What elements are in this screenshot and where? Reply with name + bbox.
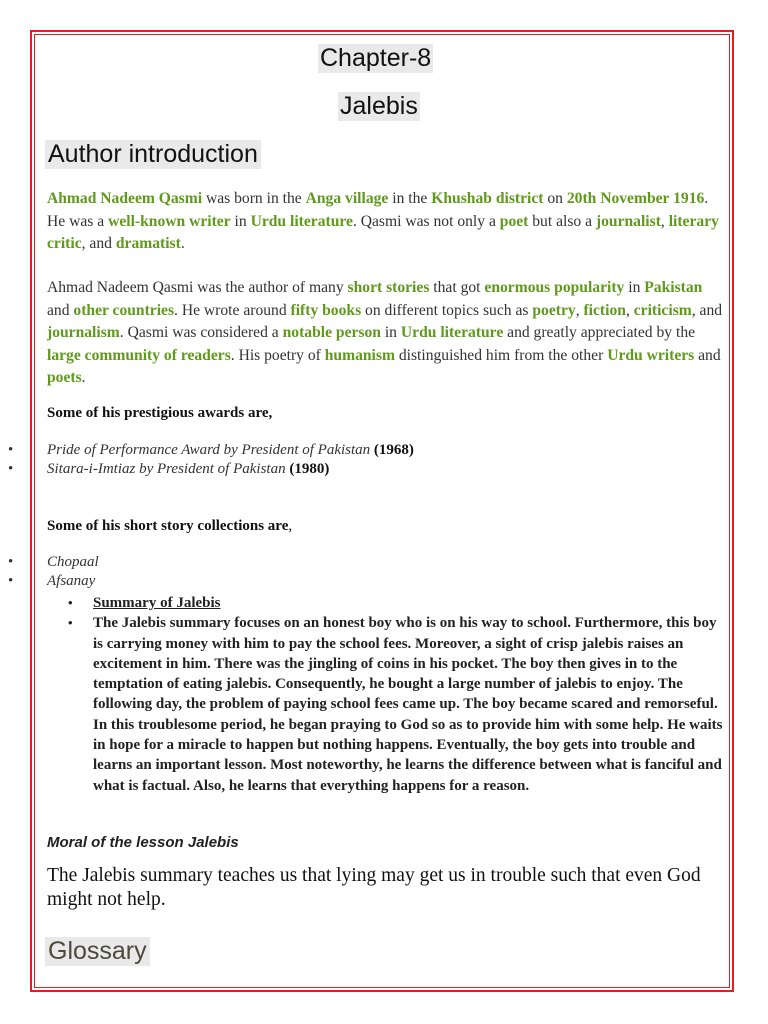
award-year: (1980) bbox=[289, 461, 330, 477]
moral-text: The Jalebis summary teaches us that lying may get us in trouble such that even God might not help. bbox=[47, 865, 701, 910]
collection-name: Chopaal bbox=[47, 554, 99, 570]
paragraph-text: . Qasmi was not only a bbox=[352, 212, 500, 230]
awards-heading: Some of his prestigious awards are, bbox=[47, 405, 273, 421]
paragraph-text: . Qasmi was considered a bbox=[119, 324, 283, 341]
collections-heading-text: Some of his short story collections are bbox=[47, 518, 289, 534]
collection-name: Afsanay bbox=[47, 573, 96, 589]
paragraph-text: in the bbox=[388, 190, 432, 207]
collections-heading bbox=[47, 518, 292, 535]
chapter-title: Chapter-8 bbox=[320, 44, 432, 72]
summary-list bbox=[68, 593, 728, 796]
glossary-heading: Glossary bbox=[45, 937, 150, 966]
award-year: (1968) bbox=[373, 442, 414, 458]
highlighted-term: poets bbox=[47, 369, 82, 386]
highlighted-term: Urdu writers bbox=[607, 346, 695, 364]
paragraph-text: Ahmad Nadeem Qasmi was the author of many bbox=[47, 279, 348, 296]
paragraph-text: and greatly appreciated by the bbox=[503, 324, 696, 341]
collections-heading-punct: , bbox=[288, 518, 293, 534]
highlighted-term: fiction bbox=[583, 301, 626, 319]
paragraph-text: distinguished him from the other bbox=[394, 346, 608, 364]
bullet-icon: • bbox=[8, 461, 14, 477]
list-item bbox=[68, 613, 728, 796]
highlighted-term: large community of readers bbox=[47, 346, 231, 364]
highlighted-term: criticism bbox=[633, 301, 692, 319]
paragraph-text: . bbox=[81, 369, 86, 386]
highlighted-term: enormous popularity bbox=[484, 279, 625, 296]
bullet-icon: • bbox=[8, 442, 14, 458]
paragraph-text: but also a bbox=[528, 212, 596, 230]
paragraph-text: in bbox=[380, 324, 401, 341]
highlighted-term: short stories bbox=[347, 279, 430, 296]
highlighted-term: journalist bbox=[595, 212, 661, 230]
bullet-icon: • bbox=[8, 554, 14, 570]
award-name: Pride of Performance Award by President of Pakistan bbox=[47, 442, 371, 458]
paragraph-text: that got bbox=[429, 279, 485, 296]
collections-list bbox=[8, 553, 99, 591]
highlighted-term: dramatist bbox=[115, 235, 181, 252]
paragraph-text: on different topics such as bbox=[361, 301, 533, 319]
list-item bbox=[8, 460, 414, 479]
highlighted-term: journalism bbox=[47, 324, 120, 341]
bullet-icon: • bbox=[68, 615, 73, 631]
paragraph-text: , and bbox=[81, 235, 116, 252]
highlighted-term: fifty books bbox=[290, 301, 362, 319]
list-item bbox=[8, 441, 414, 460]
paragraph-text: , bbox=[575, 301, 584, 319]
highlighted-term: humanism bbox=[324, 346, 395, 364]
paragraph-text: . He wrote around bbox=[174, 301, 291, 319]
highlighted-term: poet bbox=[499, 212, 529, 230]
bullet-icon: • bbox=[68, 595, 73, 610]
highlighted-term: Ahmad Nadeem Qasmi bbox=[47, 190, 203, 207]
story-title: Jalebis bbox=[340, 92, 418, 120]
author-paragraph-2 bbox=[47, 277, 727, 390]
paragraph-text: , bbox=[660, 212, 669, 230]
highlighted-term: notable person bbox=[282, 324, 381, 341]
paragraph-text: in bbox=[624, 279, 645, 296]
highlighted-term: poetry bbox=[532, 301, 576, 319]
highlighted-term: 20th November 1916 bbox=[566, 190, 705, 207]
highlighted-term: Pakistan bbox=[644, 279, 703, 296]
highlighted-term: Khushab district bbox=[431, 190, 544, 207]
summary-text: The Jalebis summary focuses on an honest boy who is on his way to school. Furthermore, this boy is carrying money with him to pay the school fees. Moreover, a sight of crisp jalebis raises an excitement in him. There was the jingling of coins in his pocket. The boy then gives in to the temptation of eating jalebis. Consequently, he bought a large number of jalebis to enjoy. The following day, the problem of paying school fees came up. The boy became scared and remorseful. In this troublesome period, he began praying to God so as to provide him with some help. He waits in hope for a miracle to happen but nothing happens. Eventually, the boy gets into trouble and learns an important lesson. Most noteworthy, he learns the difference between what is fanciful and what is factual. Also, he learns that everything happens for a reason. bbox=[93, 615, 723, 794]
list-item bbox=[8, 572, 99, 591]
moral-heading: Moral of the lesson Jalebis bbox=[47, 834, 239, 851]
highlighted-term: Urdu literature bbox=[400, 324, 504, 341]
paragraph-text: , bbox=[625, 301, 634, 319]
paragraph-text: . His poetry of bbox=[230, 346, 325, 364]
paragraph-text: and bbox=[47, 301, 74, 319]
paragraph-text: . He was a bbox=[47, 190, 709, 230]
paragraph-text: , and bbox=[691, 301, 723, 319]
author-paragraph-1 bbox=[47, 188, 727, 256]
paragraph-text: . bbox=[180, 235, 185, 252]
highlighted-term: Anga village bbox=[305, 190, 389, 207]
paragraph-text: in bbox=[230, 212, 251, 230]
highlighted-term: literary critic bbox=[47, 212, 719, 252]
awards-list bbox=[8, 441, 414, 479]
list-item bbox=[68, 593, 728, 613]
paragraph-text: and bbox=[694, 346, 721, 364]
highlighted-term: well-known writer bbox=[108, 212, 231, 230]
bullet-icon: • bbox=[8, 573, 14, 589]
award-name: Sitara-i-Imtiaz by President of Pakistan bbox=[47, 461, 286, 477]
highlighted-term: other countries bbox=[73, 301, 175, 319]
author-intro-heading: Author introduction bbox=[45, 140, 261, 169]
summary-heading: Summary of Jalebis bbox=[93, 595, 221, 611]
paragraph-text: on bbox=[543, 190, 567, 207]
list-item bbox=[8, 553, 99, 572]
highlighted-term: Urdu literature bbox=[250, 212, 353, 230]
paragraph-text: was born in the bbox=[202, 190, 306, 207]
